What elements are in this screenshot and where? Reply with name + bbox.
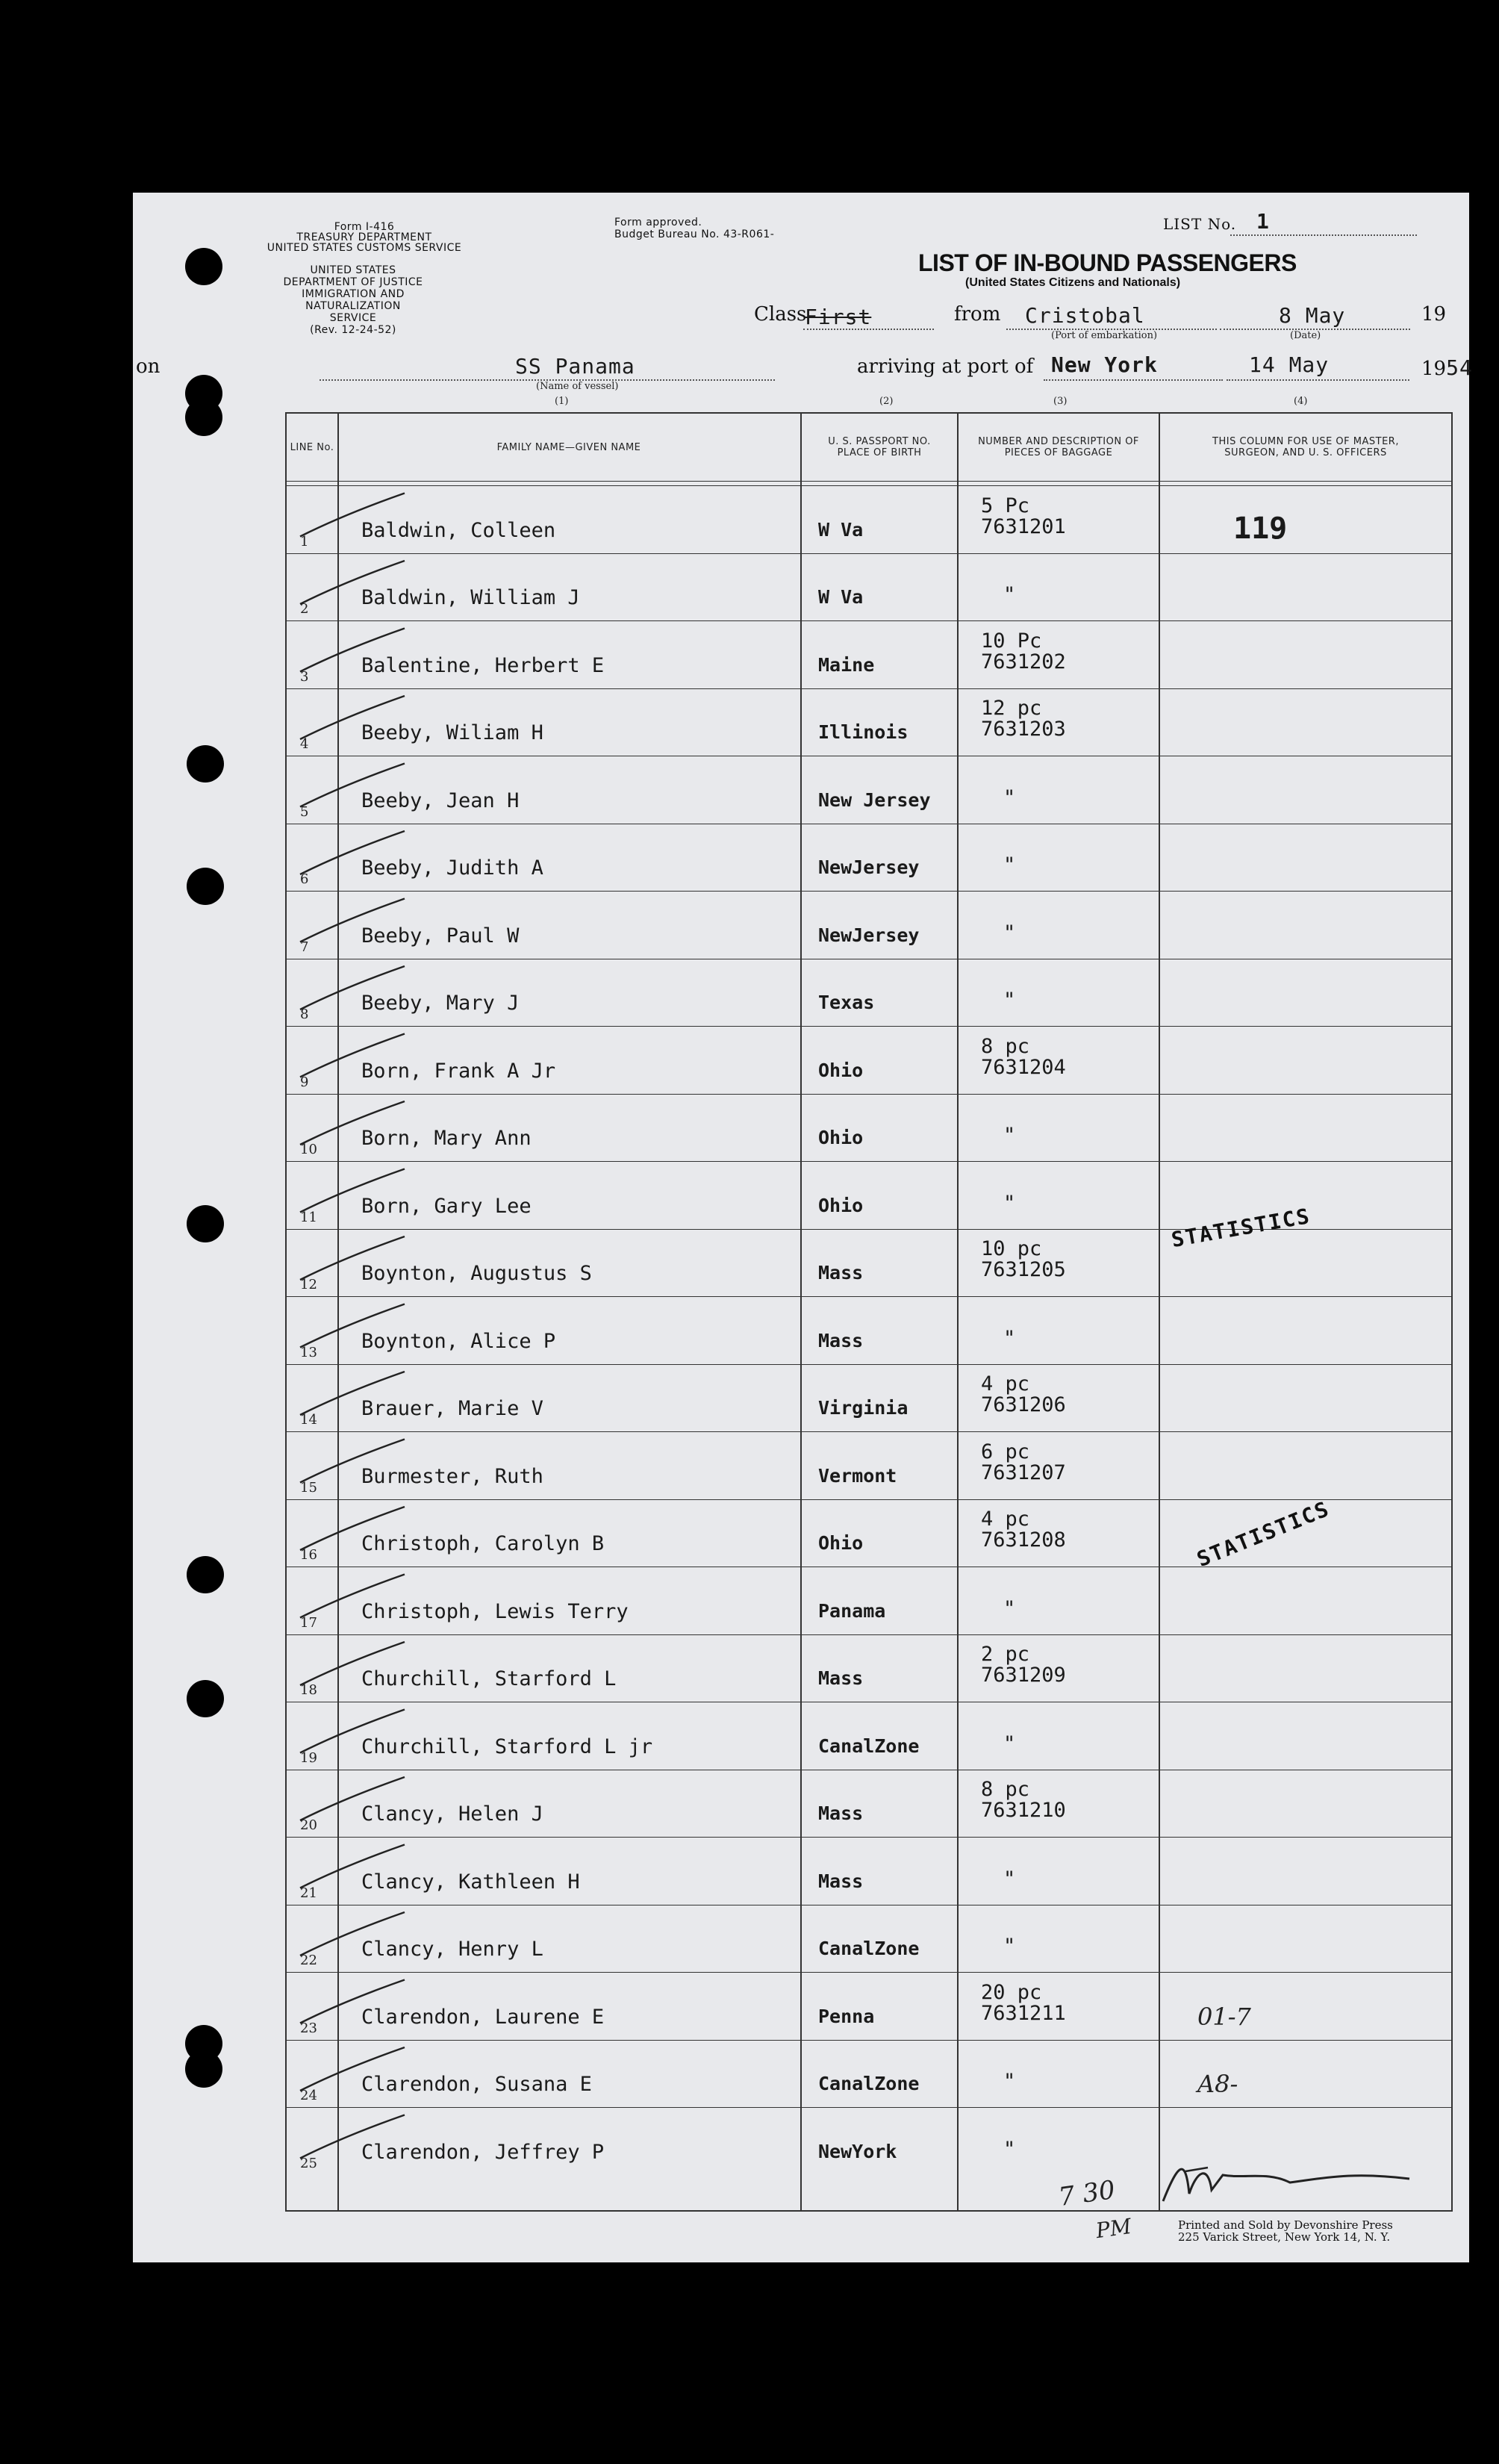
line-number: 16 [300, 1547, 317, 1563]
passenger-name: Clancy, Kathleen H [361, 1870, 580, 1894]
place-of-birth: Mass [818, 1262, 864, 1284]
line-number: 17 [300, 1614, 317, 1631]
vessel-sub: (Name of vessel) [536, 381, 619, 392]
date2-line [1227, 379, 1409, 381]
baggage-count: 5 Pc [981, 494, 1030, 517]
passenger-name: Christoph, Lewis Terry [361, 1599, 629, 1623]
arriving-label: arriving at port of [857, 355, 1034, 378]
passenger-name: Beeby, Wiliam H [361, 721, 543, 744]
baggage-tag-number: 7631207 [981, 1460, 1066, 1484]
dept-ins: IMMIGRATION AND NATURALIZATION SERVICE [302, 288, 405, 324]
dept-treasury: TREASURY DEPARTMENT [296, 231, 432, 243]
line-number: 7 [300, 939, 309, 955]
passenger-name: Clancy, Henry L [361, 1938, 543, 1961]
approval-block [614, 217, 774, 240]
baggage-count: 10 Pc [981, 629, 1042, 653]
place-of-birth: NewYork [818, 2140, 897, 2162]
line-number: 19 [300, 1749, 317, 1766]
baggage-tag-number: 7631211 [981, 2001, 1066, 2025]
baggage-count: 4 pc [981, 1508, 1030, 1531]
date1-sub: (Date) [1290, 330, 1321, 341]
baggage-ditto: " [1003, 1596, 1016, 1620]
place-of-birth: Ohio [818, 1194, 864, 1216]
place-of-birth: NewJersey [818, 856, 920, 878]
vessel-name: SS Panama [515, 354, 635, 379]
table-row [287, 1905, 1451, 1973]
baggage-tag-number: 7631208 [981, 1528, 1066, 1552]
dept-justice-block [282, 264, 424, 336]
binder-hole [187, 1205, 224, 1242]
col1-number: (1) [555, 396, 569, 407]
passenger-name: Beeby, Paul W [361, 924, 520, 948]
line-number: 1 [300, 533, 309, 550]
baggage-ditto: " [1003, 853, 1016, 877]
passenger-name: Balentine, Herbert E [361, 653, 605, 677]
line-number: 8 [300, 1007, 309, 1022]
printer-imprint [1178, 2219, 1393, 2243]
form-subtitle: (United States Citizens and Nationals) [965, 276, 1181, 289]
header-bottom-rule [287, 481, 1451, 482]
place-of-birth: Texas [818, 992, 875, 1013]
baggage-ditto: " [1003, 1867, 1016, 1891]
baggage-ditto: " [1003, 1935, 1016, 1958]
dept-justice: UNITED STATES DEPARTMENT OF JUSTICE [283, 264, 423, 288]
statistics-stamp-1: STATISTICS [1169, 1203, 1313, 1253]
table-row [287, 485, 1451, 553]
handwritten-time: 7 30 [1056, 2174, 1118, 2213]
place-of-birth: New Jersey [818, 788, 931, 811]
place-of-birth: Ohio [818, 1532, 864, 1554]
place-of-birth: Mass [818, 1667, 864, 1689]
date1-value: 8 May [1279, 303, 1346, 328]
baggage-ditto: " [1003, 2137, 1016, 2161]
table-row [287, 1026, 1451, 1094]
class-label: Class [754, 303, 807, 326]
baggage-count: 20 pc [981, 1980, 1042, 2004]
baggage-tag-number: 7631205 [981, 1258, 1066, 1281]
place-of-birth: Mass [818, 1329, 864, 1351]
baggage-ditto: " [1003, 583, 1016, 606]
baggage-ditto: " [1003, 1326, 1016, 1350]
col4-number: (4) [1294, 396, 1308, 407]
binder-hole [187, 868, 224, 905]
table-row [287, 824, 1451, 892]
passenger-table [285, 412, 1453, 2212]
line-number: 6 [300, 871, 309, 887]
table-row [287, 1567, 1451, 1634]
form-title: LIST OF IN-BOUND PASSENGERS [918, 249, 1297, 276]
table-row [287, 959, 1451, 1027]
year1: 19 [1421, 303, 1447, 326]
table-row [287, 688, 1451, 756]
baggage-count: 8 pc [981, 1034, 1030, 1058]
table-row [287, 1431, 1451, 1499]
line-number: 12 [300, 1277, 317, 1292]
port-name: New York [1051, 352, 1158, 377]
table-row [287, 1094, 1451, 1162]
officer-note: A8- [1197, 2070, 1238, 2098]
baggage-ditto: " [1003, 1124, 1016, 1147]
baggage-ditto: " [1003, 921, 1016, 945]
baggage-tag-number: 7631210 [981, 1799, 1066, 1822]
col-header-officers: THIS COLUMN FOR USE OF MASTER, SURGEON, AND U. S. OFFICERS [1212, 436, 1399, 458]
baggage-tag-number: 7631209 [981, 1664, 1066, 1687]
place-of-birth: Vermont [818, 1464, 897, 1487]
place-of-birth: Ohio [818, 1059, 864, 1081]
baggage-ditto: " [1003, 1732, 1016, 1755]
passenger-name: Boynton, Augustus S [361, 1262, 592, 1285]
place-of-birth: Penna [818, 2005, 875, 2027]
line-number: 5 [300, 803, 309, 820]
col2-number: (2) [879, 396, 894, 407]
place-of-birth: Mass [818, 1802, 864, 1824]
passenger-name: Churchill, Starford L [361, 1667, 617, 1690]
class-value: First [805, 305, 872, 329]
col-header-line: LINE No. [290, 441, 334, 453]
line-number: 14 [300, 1412, 317, 1428]
place-of-birth: CanalZone [818, 1938, 920, 1959]
line-number: 24 [300, 2088, 317, 2103]
form-revision: (Rev. 12-24-52) [310, 324, 396, 336]
binder-hole [187, 745, 224, 783]
passenger-name: Beeby, Jean H [361, 788, 520, 812]
passenger-name: Beeby, Judith A [361, 856, 543, 880]
binder-hole [185, 399, 222, 436]
col3-number: (3) [1053, 396, 1068, 407]
place-of-birth: Illinois [818, 721, 909, 743]
col-header-name: FAMILY NAME—GIVEN NAME [496, 441, 641, 453]
class-line [803, 329, 934, 330]
baggage-tag-number: 7631201 [981, 514, 1066, 538]
line-number: 23 [300, 2020, 317, 2036]
on-label: on [136, 355, 161, 378]
from-value: Cristobal [1025, 303, 1145, 328]
baggage-count: 8 pc [981, 1778, 1030, 1801]
passenger-name: Burmester, Ruth [361, 1464, 543, 1488]
place-of-birth: W Va [818, 586, 864, 608]
line-number: 3 [300, 668, 309, 685]
table-row [287, 1229, 1451, 1297]
place-of-birth: CanalZone [818, 2073, 920, 2094]
place-of-birth: NewJersey [818, 924, 920, 946]
place-of-birth: CanalZone [818, 1735, 920, 1757]
place-of-birth: W Va [818, 518, 864, 541]
line-number: 15 [300, 1479, 317, 1496]
inspector-signature [1156, 2149, 1424, 2216]
form-approved: Form approved. [614, 217, 702, 228]
col-header-passport: U. S. PASSPORT NO. PLACE OF BIRTH [828, 436, 931, 458]
baggage-count: 12 pc [981, 697, 1042, 720]
line-number: 21 [300, 1885, 317, 1901]
place-of-birth: Ohio [818, 1127, 864, 1148]
from-label: from [954, 303, 1001, 326]
line-number: 18 [300, 1682, 317, 1698]
table-row [287, 553, 1451, 621]
place-of-birth: Mass [818, 1870, 864, 1892]
baggage-count: 4 pc [981, 1372, 1030, 1396]
baggage-count: 10 pc [981, 1237, 1042, 1260]
passenger-name: Brauer, Marie V [361, 1397, 543, 1420]
line-number: 2 [300, 601, 309, 617]
officer-note: 119 [1233, 511, 1288, 546]
table-row [287, 756, 1451, 824]
table-row [287, 620, 1451, 688]
passenger-name: Born, Gary Lee [361, 1194, 532, 1218]
passenger-name: Born, Frank A Jr [361, 1059, 556, 1083]
passenger-name: Baldwin, Colleen [361, 518, 556, 542]
place-of-birth: Virginia [818, 1397, 909, 1419]
passenger-name: Christoph, Carolyn B [361, 1532, 605, 1555]
table-row [287, 1634, 1451, 1702]
line-number: 20 [300, 1817, 317, 1833]
baggage-tag-number: 7631206 [981, 1393, 1066, 1416]
officer-note: 01-7 [1197, 2002, 1251, 2031]
dept-customs: UNITED STATES CUSTOMS SERVICE [267, 242, 462, 254]
table-row [287, 1364, 1451, 1432]
form-sheet [133, 193, 1473, 2262]
table-row [287, 891, 1451, 959]
line-number: 13 [300, 1344, 317, 1360]
table-row [287, 1837, 1451, 1905]
handwritten-pm: PM [1094, 2213, 1133, 2244]
table-row [287, 2040, 1451, 2108]
passenger-name: Clarendon, Laurene E [361, 2005, 605, 2029]
year2: 1954 [1421, 355, 1473, 380]
passenger-name: Born, Mary Ann [361, 1127, 532, 1150]
binder-hole [185, 2050, 222, 2088]
line-number: 25 [300, 2155, 317, 2171]
baggage-count: 6 pc [981, 1440, 1030, 1463]
place-of-birth: Panama [818, 1599, 886, 1622]
line-number: 9 [300, 1074, 309, 1090]
table-row [287, 1972, 1451, 2040]
baggage-ditto: " [1003, 2070, 1016, 2093]
baggage-ditto: " [1003, 1191, 1016, 1215]
line-number: 22 [300, 1953, 317, 1968]
passenger-name: Boynton, Alice P [361, 1329, 556, 1353]
table-row [287, 1296, 1451, 1364]
passenger-name: Clarendon, Jeffrey P [361, 2140, 605, 2164]
table-row [287, 1702, 1451, 1770]
list-no-line [1230, 234, 1417, 236]
binder-hole [187, 1680, 224, 1717]
passenger-name: Baldwin, William J [361, 586, 580, 609]
list-no-label: LIST No. [1163, 215, 1237, 233]
binder-hole [185, 248, 222, 285]
baggage-count: 2 pc [981, 1643, 1030, 1666]
port-line [1044, 379, 1223, 381]
printer-line-2: 225 Varick Street, New York 14, N. Y. [1178, 2230, 1391, 2244]
passenger-name: Clancy, Helen J [361, 1802, 543, 1826]
budget-bureau-number: Budget Bureau No. 43-R061- [614, 228, 775, 240]
line-number: 4 [300, 736, 309, 752]
place-of-birth: Maine [818, 653, 875, 676]
from-sub: (Port of embarkation) [1051, 330, 1158, 341]
passenger-name: Clarendon, Susana E [361, 2073, 592, 2096]
line-number: 11 [300, 1209, 317, 1225]
printer-line-1: Printed and Sold by Devonshire Press [1178, 2218, 1393, 2232]
form-number: Form I-416 [334, 221, 395, 233]
baggage-tag-number: 7631203 [981, 718, 1066, 741]
statistics-stamp-2: STATISTICS [1193, 1496, 1333, 1572]
baggage-ditto: " [1003, 785, 1016, 809]
col-header-baggage: NUMBER AND DESCRIPTION OF PIECES OF BAGGAGE [978, 436, 1139, 458]
binder-hole [187, 1556, 224, 1593]
date2-value: 14 May [1249, 352, 1330, 377]
table-row [287, 1770, 1451, 1838]
list-no-value: 1 [1256, 209, 1270, 234]
baggage-ditto: " [1003, 989, 1016, 1012]
passenger-name: Churchill, Starford L jr [361, 1735, 653, 1758]
passenger-name: Beeby, Mary J [361, 992, 520, 1015]
line-number: 10 [300, 1142, 317, 1157]
baggage-tag-number: 7631202 [981, 650, 1066, 673]
baggage-tag-number: 7631204 [981, 1055, 1066, 1079]
